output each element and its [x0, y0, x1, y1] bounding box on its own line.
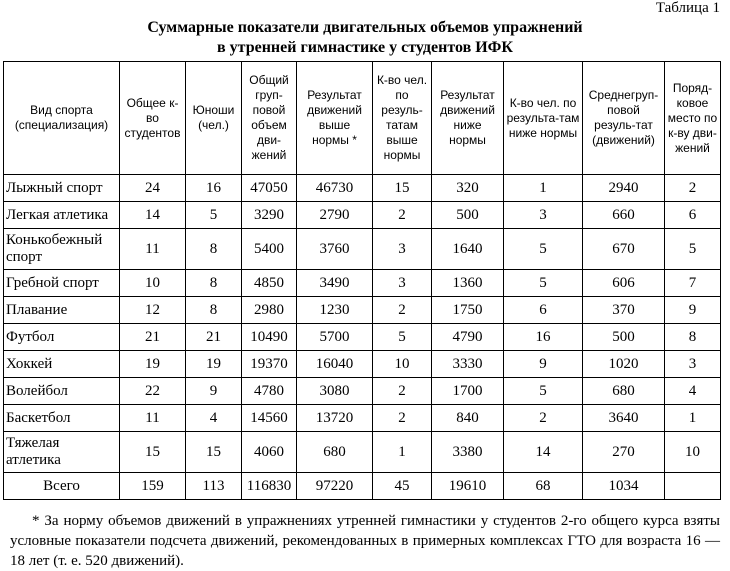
- title-line-1: Суммарные показатели двигательных объемов упражнений: [147, 19, 583, 36]
- header-cell: Вид спорта (специализация): [4, 62, 120, 175]
- value-cell: 500: [432, 202, 504, 229]
- value-cell: 1020: [583, 351, 665, 378]
- table-row: [4, 270, 721, 297]
- table-row: [4, 324, 721, 351]
- total-value-cell: 116830: [242, 473, 297, 500]
- value-cell: 3: [373, 270, 432, 297]
- table-row: [4, 351, 721, 378]
- value-cell: 1640: [432, 229, 504, 270]
- value-cell: 8: [665, 324, 721, 351]
- sport-name-cell: Плавание: [4, 297, 120, 324]
- value-cell: 3640: [583, 405, 665, 432]
- sport-name-cell: Конькобежный спорт: [4, 229, 120, 270]
- value-cell: 16: [504, 324, 583, 351]
- value-cell: 14: [120, 202, 186, 229]
- value-cell: 22: [120, 378, 186, 405]
- value-cell: 11: [120, 405, 186, 432]
- value-cell: 6: [504, 297, 583, 324]
- value-cell: 606: [583, 270, 665, 297]
- table-label: Таблица 1: [655, 0, 720, 16]
- value-cell: 320: [432, 175, 504, 202]
- value-cell: 19: [120, 351, 186, 378]
- value-cell: 3330: [432, 351, 504, 378]
- value-cell: 3: [504, 202, 583, 229]
- value-cell: 6: [665, 202, 721, 229]
- value-cell: 10490: [242, 324, 297, 351]
- value-cell: 1: [665, 405, 721, 432]
- value-cell: 10: [665, 432, 721, 473]
- value-cell: 5400: [242, 229, 297, 270]
- value-cell: 14560: [242, 405, 297, 432]
- value-cell: 840: [432, 405, 504, 432]
- value-cell: 5: [373, 324, 432, 351]
- header-cell: К-во чел. по результа-там ниже нормы: [504, 62, 583, 175]
- header-cell: Общее к-во студентов: [120, 62, 186, 175]
- value-cell: 4790: [432, 324, 504, 351]
- value-cell: 15: [120, 432, 186, 473]
- value-cell: 5: [186, 202, 242, 229]
- sport-name-cell: Тяжелая атлетика: [4, 432, 120, 473]
- table-row: [4, 378, 721, 405]
- total-value-cell: 159: [120, 473, 186, 500]
- header-cell: Юноши (чел.): [186, 62, 242, 175]
- value-cell: 15: [186, 432, 242, 473]
- value-cell: 660: [583, 202, 665, 229]
- value-cell: 8: [186, 229, 242, 270]
- header-row: [4, 62, 721, 175]
- header-cell: К-во чел. по резуль-татам выше нормы: [373, 62, 432, 175]
- value-cell: 370: [583, 297, 665, 324]
- value-cell: 2: [373, 202, 432, 229]
- value-cell: 270: [583, 432, 665, 473]
- value-cell: 3080: [297, 378, 373, 405]
- footnote: [10, 511, 720, 571]
- value-cell: 46730: [297, 175, 373, 202]
- value-cell: 10: [120, 270, 186, 297]
- sport-name-cell: Легкая атлетика: [4, 202, 120, 229]
- value-cell: 8: [186, 297, 242, 324]
- value-cell: 5: [504, 270, 583, 297]
- value-cell: 16040: [297, 351, 373, 378]
- value-cell: 7: [665, 270, 721, 297]
- value-cell: 2: [373, 405, 432, 432]
- table-row: [4, 405, 721, 432]
- value-cell: 3490: [297, 270, 373, 297]
- value-cell: 4060: [242, 432, 297, 473]
- header-cell: Результат движений ниже нормы: [432, 62, 504, 175]
- value-cell: 10: [373, 351, 432, 378]
- total-value-cell: 113: [186, 473, 242, 500]
- value-cell: 3380: [432, 432, 504, 473]
- value-cell: 2: [373, 297, 432, 324]
- value-cell: 5: [504, 378, 583, 405]
- total-value-cell: 1034: [583, 473, 665, 500]
- total-value-cell: [665, 473, 721, 500]
- title-line-2: в утренней гимнастике у студентов ИФК: [217, 39, 513, 56]
- summary-table: [3, 61, 721, 500]
- value-cell: 16: [186, 175, 242, 202]
- table-row: [4, 432, 721, 473]
- value-cell: 4780: [242, 378, 297, 405]
- sport-name-cell: Волейбол: [4, 378, 120, 405]
- table-row: [4, 297, 721, 324]
- value-cell: 47050: [242, 175, 297, 202]
- value-cell: 3: [665, 351, 721, 378]
- footnote-text: * За норму объемов движений в упражнениях утренней гимнастики у студентов 2-го общего курса взяты условные показатели подсчета движений, рекомендованных в примерных комплексах ГТО для возраста 16 — 18 лет (т. е. 520 движений).: [10, 513, 720, 569]
- header-cell: Поряд-ковое место по к-ву дви-жений: [665, 62, 721, 175]
- value-cell: 3760: [297, 229, 373, 270]
- sport-name-cell: Лыжный спорт: [4, 175, 120, 202]
- sport-name-cell: Футбол: [4, 324, 120, 351]
- table-row: [4, 175, 721, 202]
- value-cell: 2: [504, 405, 583, 432]
- value-cell: 1: [504, 175, 583, 202]
- header-cell: Среднегруп-повой резуль-тат (движений): [583, 62, 665, 175]
- value-cell: 4850: [242, 270, 297, 297]
- value-cell: 4: [665, 378, 721, 405]
- value-cell: 8: [186, 270, 242, 297]
- header-cell: Общий груп-повой объем дви-жений: [242, 62, 297, 175]
- value-cell: 1230: [297, 297, 373, 324]
- page-title: [0, 18, 730, 58]
- total-value-cell: 19610: [432, 473, 504, 500]
- value-cell: 1700: [432, 378, 504, 405]
- table-row: [4, 202, 721, 229]
- value-cell: 13720: [297, 405, 373, 432]
- sport-name-cell: Гребной спорт: [4, 270, 120, 297]
- value-cell: 9: [186, 378, 242, 405]
- value-cell: 1750: [432, 297, 504, 324]
- value-cell: 670: [583, 229, 665, 270]
- header-cell: Результат движений выше нормы *: [297, 62, 373, 175]
- value-cell: 2980: [242, 297, 297, 324]
- value-cell: 12: [120, 297, 186, 324]
- value-cell: 14: [504, 432, 583, 473]
- value-cell: 5: [665, 229, 721, 270]
- value-cell: 9: [665, 297, 721, 324]
- value-cell: 3: [373, 229, 432, 270]
- value-cell: 1: [373, 432, 432, 473]
- value-cell: 21: [120, 324, 186, 351]
- value-cell: 680: [297, 432, 373, 473]
- value-cell: 19: [186, 351, 242, 378]
- value-cell: 1360: [432, 270, 504, 297]
- value-cell: 2: [373, 378, 432, 405]
- total-label-cell: Всего: [4, 473, 120, 500]
- value-cell: 2: [665, 175, 721, 202]
- value-cell: 500: [583, 324, 665, 351]
- value-cell: 5700: [297, 324, 373, 351]
- value-cell: 9: [504, 351, 583, 378]
- table-row: [4, 229, 721, 270]
- value-cell: 2790: [297, 202, 373, 229]
- total-value-cell: 97220: [297, 473, 373, 500]
- value-cell: 3290: [242, 202, 297, 229]
- value-cell: 24: [120, 175, 186, 202]
- total-value-cell: 68: [504, 473, 583, 500]
- value-cell: 2940: [583, 175, 665, 202]
- value-cell: 5: [504, 229, 583, 270]
- total-value-cell: 45: [373, 473, 432, 500]
- value-cell: 680: [583, 378, 665, 405]
- value-cell: 11: [120, 229, 186, 270]
- value-cell: 4: [186, 405, 242, 432]
- value-cell: 21: [186, 324, 242, 351]
- value-cell: 19370: [242, 351, 297, 378]
- value-cell: 15: [373, 175, 432, 202]
- sport-name-cell: Хоккей: [4, 351, 120, 378]
- sport-name-cell: Баскетбол: [4, 405, 120, 432]
- total-row: [4, 473, 721, 500]
